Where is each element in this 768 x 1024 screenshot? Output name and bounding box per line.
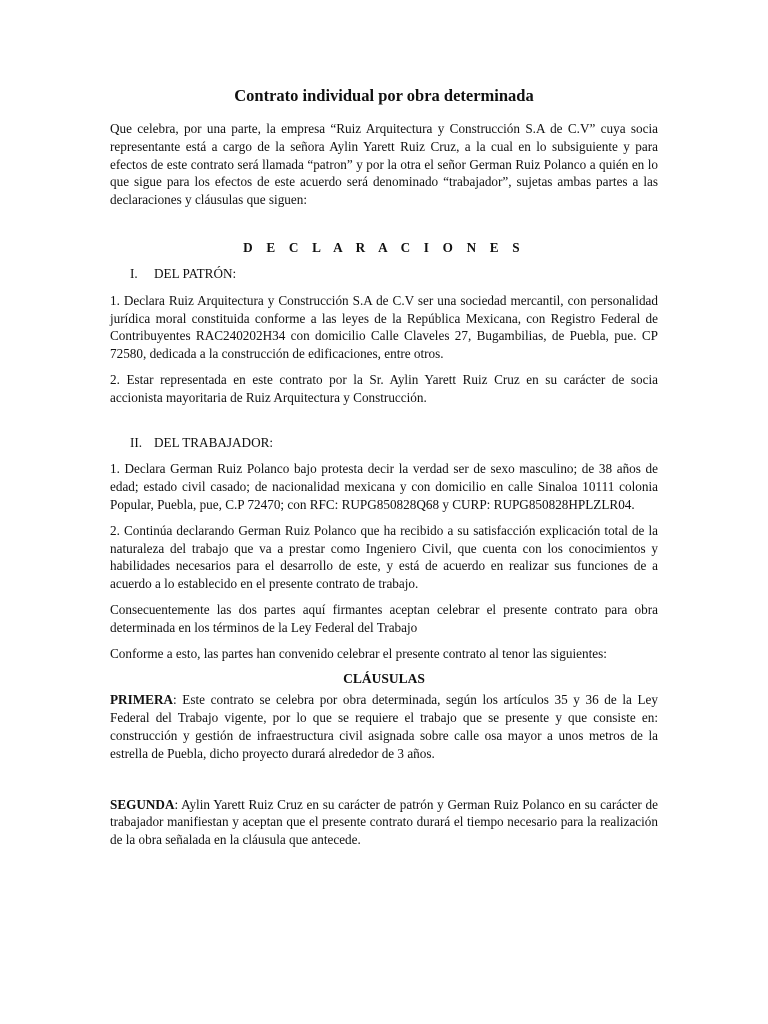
section-number: II. (130, 434, 143, 450)
clausula-text: : Aylin Yarett Ruiz Cruz en su carácter de patrón y German Ruiz Polanco en su carácter de trabajador manifiestan y aceptan que el presente contrato durará el tiempo necesario para la realización de la obra señalada en la cláusula que antecede. (110, 796, 658, 848)
section-trabajador-heading (110, 434, 658, 452)
section-label: DEL PATRÓN: (154, 265, 237, 281)
clausula-segunda (110, 796, 658, 849)
clausula-primera (110, 691, 658, 762)
conforme-paragraph: Conforme a esto, las partes han convenido celebrar el presente contrato al tenor las siguientes: (110, 645, 607, 661)
clausula-label: PRIMERA (110, 692, 174, 708)
section-label: DEL TRABAJADOR: (154, 434, 274, 450)
clausula-text: : Este contrato se celebra por obra determinada, según los artículos 35 y 36 de la Ley Federal del Trabajo vigente, por lo que se requiere el trabajo que se presente y que consiste en: construcción y gestión de infraestructura civil asignada sobre calle osa mayor a unos metros de la estrella de Puebla, dicho proyecto durará alrededor de 3 años. (110, 692, 658, 761)
trabajador-declaration-1: 1. Declara German Ruiz Polanco bajo protesta decir la verdad ser de sexo masculino; de 38 años de edad; estado civil casado; de nacionalidad mexicana y con domicilio en calle Sinaloa 10111 colonia Popular, Puebla, pue, C.P 72470; con RFC: RUPG850828Q68 y CURP: RUPG850828HPLZLR04. (110, 461, 658, 512)
section-patron-heading (110, 265, 658, 283)
clausula-label: SEGUNDA (110, 796, 175, 812)
consecuentemente-paragraph: Consecuentemente las dos partes aquí firmantes aceptan celebrar el presente contrato para obra determinada en los términos de la Ley Federal del Trabajo (110, 601, 658, 635)
declaraciones-heading: D E C L A R A C I O N E S (243, 239, 525, 255)
clausulas-heading: CLÁUSULAS (343, 671, 425, 687)
trabajador-declaration-2: 2. Continúa declarando German Ruiz Polanco que ha recibido a su satisfacción explicación total de la naturaleza del trabajo que va a prestar como Ingeniero Civil, que cuenta con los conocimientos y habilidades necesarios para el desarrollo de este, y está de acuerdo en realizar sus funciones de a acuerdo a lo establecido en el presente contrato de trabajo. (110, 522, 658, 592)
intro-paragraph: Que celebra, por una parte, la empresa “Ruiz Arquitectura y Construcción S.A de C.V” cuya socia representante está a cargo de la señora Aylin Yarett Ruiz Cruz, a la cual en lo subsiguiente y para efectos de este contrato será llamada “patron” y por la otra el señor German Ruiz Polanco a quién en lo que sigue para los efectos de este acuerdo será denominado “trabajador”, sujetas ambas partes a las declaraciones y cláusulas que siguen: (110, 121, 658, 208)
patron-declaration-1: 1. Declara Ruiz Arquitectura y Construcción S.A de C.V ser una sociedad mercantil, con personalidad jurídica moral constituida conforme a las leyes de la República Mexicana, con Registro Federal de Contribuyentes RAC240202H34 con domicilio Calle Claveles 27, Bugambilias, de Puebla, pue. CP 72580, dedicada a la construcción de edificaciones, entre otros. (110, 292, 658, 362)
document-title: Contrato individual por obra determinada (234, 86, 534, 105)
patron-declaration-2: 2. Estar representada en este contrato por la Sr. Aylin Yarett Ruiz Cruz en su carácter de socia accionista mayoritaria de Ruiz Arquitectura y Construcción. (110, 371, 658, 405)
section-number: I. (130, 265, 138, 281)
